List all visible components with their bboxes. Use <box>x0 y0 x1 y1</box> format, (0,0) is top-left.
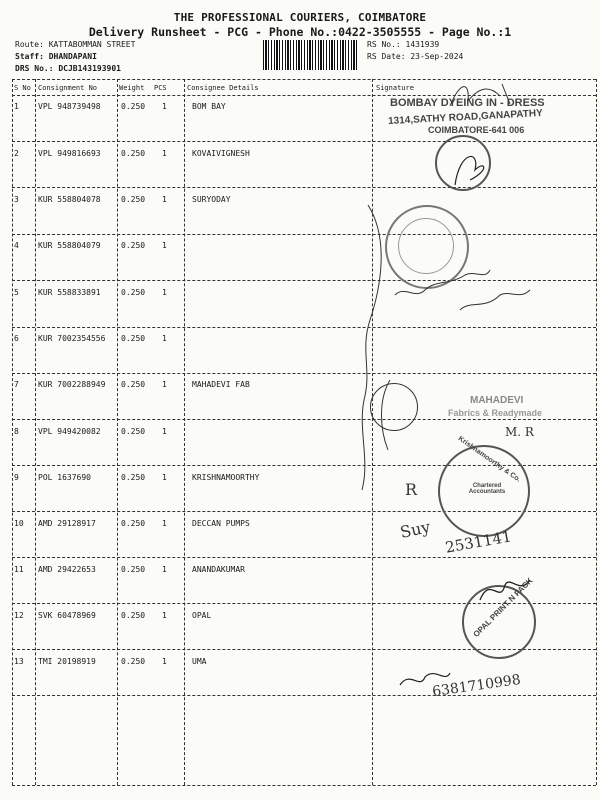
row-consignment: KUR 558804079 <box>38 241 101 250</box>
row-sno: 4 <box>14 241 19 250</box>
col-rule <box>117 79 118 785</box>
row-weight: 0.250 <box>121 288 146 297</box>
row-weight: 0.250 <box>121 334 146 343</box>
table-bottom-rule <box>12 785 596 786</box>
signature-row10: Suy <box>398 517 432 542</box>
row-consignment: KUR 7002354556 <box>38 334 106 343</box>
staff-label: Staff: DHANDAPANI <box>15 52 97 61</box>
col-header-signature: Signature <box>376 84 414 92</box>
row-sno: 3 <box>14 195 19 204</box>
col-header-weight: Weight <box>119 84 145 92</box>
row-rule <box>12 187 596 188</box>
col-header-consignment: Consignment No <box>38 84 98 92</box>
opal-stamp-text: OPAL PRINT N PACK <box>471 576 535 639</box>
signature-row8: M. R <box>505 425 534 439</box>
row-pcs: 1 <box>162 288 167 297</box>
row-pcs: 1 <box>162 473 167 482</box>
company-title: THE PROFESSIONAL COURIERS, COIMBATORE <box>173 11 427 24</box>
row-consignee: KOVAIVIGNESH <box>192 149 250 158</box>
row-weight: 0.250 <box>121 565 146 574</box>
row-weight: 0.250 <box>121 427 146 436</box>
row-rule <box>12 419 596 420</box>
col-header-sno: S No <box>14 84 31 92</box>
row-consignment: VPL 949420082 <box>38 427 101 436</box>
signature-row1 <box>440 76 520 116</box>
row-rule <box>12 557 596 558</box>
row-sno: 12 <box>14 611 24 620</box>
row-sno: 2 <box>14 149 19 158</box>
row-consignment: VPL 948739498 <box>38 102 101 111</box>
row-consignment: KUR 558833891 <box>38 288 101 297</box>
mahadevi-stamp: MAHADEVI <box>470 395 524 406</box>
col-header-pcs: PCS <box>154 84 167 92</box>
col-rule <box>35 79 36 785</box>
row-rule <box>12 234 596 235</box>
row-consignee: ANANDAKUMAR <box>192 565 245 574</box>
signature-row10-number: 2531141 <box>443 527 513 557</box>
table-right-rule <box>596 79 597 785</box>
row-consignment: SVK 60478969 <box>38 611 96 620</box>
row-pcs: 1 <box>162 427 167 436</box>
row-sno: 6 <box>14 334 19 343</box>
drs-number: DRS No.: DCJB143193901 <box>15 64 121 73</box>
row-consignee: MAHADEVI FAB <box>192 380 250 389</box>
row-sno: 5 <box>14 288 19 297</box>
row-pcs: 1 <box>162 149 167 158</box>
row-pcs: 1 <box>162 334 167 343</box>
bombay-stamp-line2: 1314,SATHY ROAD,GANAPATHY <box>387 107 544 128</box>
row-pcs: 1 <box>162 241 167 250</box>
row-sno: 7 <box>14 380 19 389</box>
signature-row2 <box>440 140 500 190</box>
row-consignment: AMD 29422653 <box>38 565 96 574</box>
row-rule <box>12 373 596 374</box>
row-rule <box>12 141 596 142</box>
row-pcs: 1 <box>162 380 167 389</box>
row-sno: 10 <box>14 519 24 528</box>
row-consignee: OPAL <box>192 611 212 620</box>
row-weight: 0.250 <box>121 380 146 389</box>
row-weight: 0.250 <box>121 519 146 528</box>
krishnamoorthy-stamp-text: Krishnamoorthy & Co. <box>456 435 522 484</box>
row-weight: 0.250 <box>121 241 146 250</box>
row-sno: 9 <box>14 473 19 482</box>
row-consignment: KUR 558804078 <box>38 195 101 204</box>
col-rule <box>184 79 185 785</box>
row-sno: 13 <box>14 657 24 666</box>
row-consignment: POL 1637690 <box>38 473 91 482</box>
route-label: Route: KATTABOMMAN STREET <box>15 40 136 49</box>
signature-row11 <box>475 570 535 610</box>
row-pcs: 1 <box>162 519 167 528</box>
row-pcs: 1 <box>162 657 167 666</box>
row-weight: 0.250 <box>121 195 146 204</box>
table-left-rule <box>12 79 13 785</box>
row-pcs: 1 <box>162 611 167 620</box>
runsheet-subtitle: Delivery Runsheet - PCG - Phone No.:0422-3505555 - Page No.:1 <box>88 25 512 39</box>
mahadevi-stamp-sub: Fabrics & Readymade <box>448 408 543 418</box>
rs-date: RS Date: 23-Sep-2024 <box>367 52 464 61</box>
row-consignment: TMI 20198919 <box>38 657 96 666</box>
row-weight: 0.250 <box>121 657 146 666</box>
row-consignment: AMD 29128917 <box>38 519 96 528</box>
bombay-stamp-line1: BOMBAY DYEING IN - DRESS <box>390 97 545 109</box>
col-header-consignee: Consignee Details <box>187 84 259 92</box>
row-sno: 8 <box>14 427 19 436</box>
row-consignee: DECCAN PUMPS <box>192 519 250 528</box>
row-weight: 0.250 <box>121 611 146 620</box>
signature-rows-4-5 <box>390 255 540 330</box>
krishnamoorthy-stamp-inner: Chartered Accountants <box>468 483 506 495</box>
row-pcs: 1 <box>162 102 167 111</box>
signature-row9: R <box>405 480 418 499</box>
row-pcs: 1 <box>162 565 167 574</box>
row-consignment: VPL 949816693 <box>38 149 101 158</box>
row-pcs: 1 <box>162 195 167 204</box>
row-sno: 11 <box>14 565 24 574</box>
row-consignment: KUR 7002288949 <box>38 380 106 389</box>
row-weight: 0.250 <box>121 102 146 111</box>
row-sno: 1 <box>14 102 19 111</box>
bombay-stamp-line3: COIMBATORE-641 006 <box>428 125 525 135</box>
rs-number: RS No.: 1431939 <box>367 40 440 49</box>
phone-number-handwritten: 6381710998 <box>431 671 522 701</box>
barcode <box>263 40 357 70</box>
row-rule <box>12 695 596 696</box>
row-consignee: SURYODAY <box>192 195 231 204</box>
row-consignee: KRISHNAMOORTHY <box>192 473 260 482</box>
row-weight: 0.250 <box>121 149 146 158</box>
row-consignee: BOM BAY <box>192 102 226 111</box>
row-consignee: UMA <box>192 657 207 666</box>
row-weight: 0.250 <box>121 473 146 482</box>
circle-mark <box>370 383 418 431</box>
